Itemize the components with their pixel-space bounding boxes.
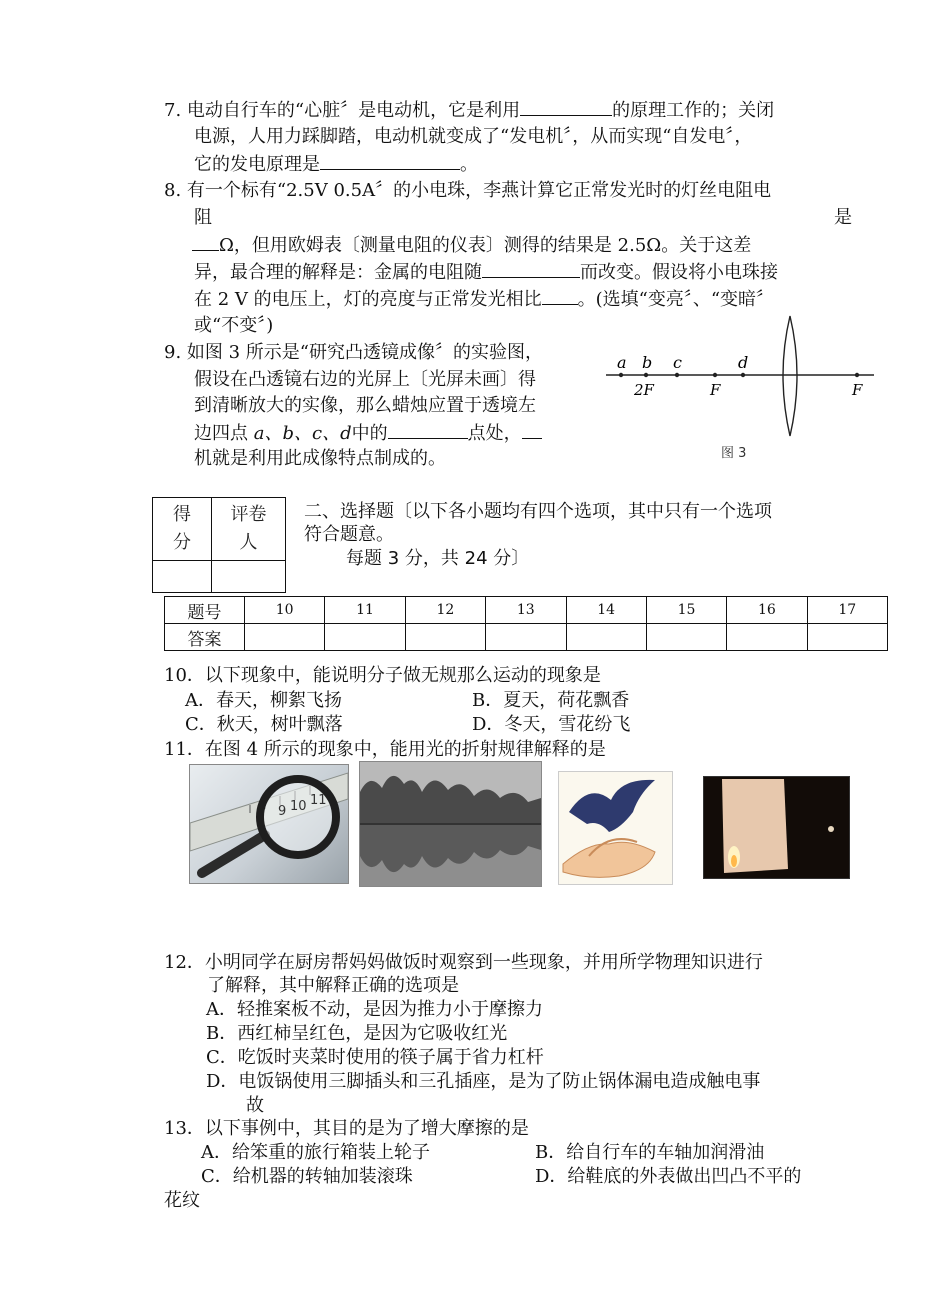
answer-cell-10[interactable] xyxy=(245,624,325,651)
q8-blank-3[interactable] xyxy=(542,286,578,305)
q8-line5: 在 2 V 的电压上，灯的亮度与正常发光相比 。(选填“变亮〞、“变暗〞 xyxy=(194,286,774,313)
q8-line4: 异，最合理的解释是：金属的电阻随 而改变。假设将小电珠接 xyxy=(194,259,778,286)
q8-blank-1[interactable] xyxy=(192,232,219,251)
q12-option-d[interactable]: D．电饭锅使用三脚插头和三孔插座，是为了防止锅体漏电造成触电事 xyxy=(206,1071,761,1092)
q13-option-d-cont: 花纹 xyxy=(164,1190,200,1211)
q12-option-d-cont: 故 xyxy=(246,1095,264,1116)
q10-option-c[interactable]: C．秋天，树叶飘落 xyxy=(185,714,343,735)
section2-title-line3: 每题 3 分，共 24 分〕 xyxy=(346,548,530,569)
answer-cell-16[interactable] xyxy=(727,624,807,651)
magnifier-icon xyxy=(190,765,348,883)
q7-blank-1[interactable] xyxy=(520,97,612,116)
q8-line1: 8. 有一个标有“2.5V 0.5A〞的小电珠，李燕计算它正常发光时的灯丝电阻电 xyxy=(164,180,772,201)
q12-option-b[interactable]: B．西红柿呈红色，是因为它吸收红光 xyxy=(206,1023,508,1044)
point-c xyxy=(675,373,679,377)
answer-cell-17[interactable] xyxy=(807,624,887,651)
mountain-reflection-photo[interactable] xyxy=(359,761,542,887)
q9-line3: 到清晰放大的实像，那么蜡烛应置于透境左 xyxy=(194,395,536,416)
q7-line1: 7. 电动自行车的“心脏〞是电动机，它是利用 的原理工作的；关闭 xyxy=(164,97,774,124)
q11-stem: 11．在图 4 所示的现象中，能用光的折射规律解释的是 xyxy=(164,739,606,760)
point-a xyxy=(619,373,623,377)
label-d: d xyxy=(738,353,749,372)
q8-blank-2[interactable] xyxy=(482,259,580,278)
answer-cell-14[interactable] xyxy=(566,624,646,651)
q9-line4: 边四点 a、b、c、d中的 点处， xyxy=(194,420,542,447)
score-cell[interactable] xyxy=(153,561,212,593)
answer-table xyxy=(164,596,888,651)
q10-option-b[interactable]: B．夏天，荷花飘香 xyxy=(472,690,630,711)
q7-line3: 它的发电原理是 。 xyxy=(194,151,478,178)
q10-stem: 10．以下现象中，能说明分子做无规那么运动的现象是 xyxy=(164,665,601,686)
q13-stem: 13．以下事例中，其目的是为了增大摩擦的是 xyxy=(164,1118,529,1139)
q9-line1: 9. 如图 3 所示是“研究凸透镜成像〞的实验图， xyxy=(164,342,543,363)
q7-line2: 电源，人用力踩脚踏，电动机就变成了“发电机〞，从而实现“自发电〞， xyxy=(194,126,753,147)
q10-option-d[interactable]: D．冬天，雪花纷飞 xyxy=(472,714,631,735)
label-a: a xyxy=(617,353,627,372)
qnum-11: 11 xyxy=(325,597,405,624)
q8-line2a: 阻 xyxy=(194,207,212,228)
label-2f: 2F xyxy=(634,381,654,399)
point-f-right xyxy=(855,373,859,377)
q12-option-c[interactable]: C．吃饭时夹菜时使用的筷子属于省力杠杆 xyxy=(206,1047,544,1068)
point-f-left xyxy=(713,373,717,377)
label-b: b xyxy=(642,353,653,372)
q9-line5: 机就是利用此成像特点制成的。 xyxy=(194,448,446,469)
qnum-17: 17 xyxy=(807,597,887,624)
q9-blank-1[interactable] xyxy=(388,420,468,439)
q13-option-c[interactable]: C．给机器的转轴加装滚珠 xyxy=(201,1166,413,1187)
point-b xyxy=(644,373,648,377)
answer-cell-12[interactable] xyxy=(405,624,485,651)
q13-option-b[interactable]: B．给自行车的车轴加润滑油 xyxy=(535,1142,765,1163)
label-c: c xyxy=(673,353,682,372)
grader-cell[interactable] xyxy=(212,561,286,593)
mountain-reflection-icon xyxy=(360,762,541,886)
score-box xyxy=(152,497,286,593)
point-d xyxy=(741,373,745,377)
answer-table-answer-row xyxy=(165,624,888,651)
grader-label: 评卷人 xyxy=(212,498,286,561)
qnum-12: 12 xyxy=(405,597,485,624)
q10-option-a[interactable]: A．春天，柳絮飞扬 xyxy=(185,690,342,711)
q8-line2b: 是 xyxy=(834,207,852,228)
q9-line2: 假设在凸透镜右边的光屏上〔光屏未画〕得 xyxy=(194,369,536,390)
q9-blank-2[interactable] xyxy=(522,420,542,439)
section2-title-line2: 符合题意。 xyxy=(304,524,394,545)
hand-shadow-bird-icon xyxy=(559,772,672,884)
figure3-lens-diagram xyxy=(600,312,880,472)
svg-text:10: 10 xyxy=(290,799,307,814)
candle-flame-icon xyxy=(704,777,849,878)
magnifier-ruler-photo[interactable] xyxy=(189,764,349,884)
label-f-right: F xyxy=(852,381,863,399)
section2-title-line1: 二、选择题〔以下各小题均有四个选项，其中只有一个选项 xyxy=(304,501,772,522)
label-f-left: F xyxy=(710,381,721,399)
qnum-15: 15 xyxy=(646,597,726,624)
q12-line2: 了解释，其中解释正确的选项是 xyxy=(207,975,459,996)
score-label: 得分 xyxy=(153,498,212,561)
figure3-caption: 图 3 xyxy=(721,446,747,461)
svg-text:11: 11 xyxy=(310,793,327,808)
q13-option-a[interactable]: A．给笨重的旅行箱装上轮子 xyxy=(201,1142,430,1163)
qnum-16: 16 xyxy=(727,597,807,624)
qnum-10: 10 xyxy=(245,597,325,624)
q12-line1: 12．小明同学在厨房帮妈妈做饭时观察到一些现象，并用所学物理知识进行 xyxy=(164,952,763,973)
q13-option-d[interactable]: D．给鞋底的外表做出凹凸不平的 xyxy=(535,1166,802,1187)
answer-cell-15[interactable] xyxy=(646,624,726,651)
qnum-14: 14 xyxy=(566,597,646,624)
convex-lens-icon xyxy=(783,316,797,436)
answer-table-number-row xyxy=(165,597,888,624)
answer-cell-11[interactable] xyxy=(325,624,405,651)
hand-shadow-photo[interactable] xyxy=(558,771,673,885)
question-number-label: 题号 xyxy=(165,597,245,624)
q7-blank-2[interactable] xyxy=(320,151,460,170)
q8-line6: 或“不变〞) xyxy=(194,315,274,336)
svg-text:9: 9 xyxy=(278,804,287,819)
answer-cell-13[interactable] xyxy=(486,624,566,651)
q8-line3: Ω，但用欧姆表〔测量电阻的仪表〕测得的结果是 2.5Ω。关于这差 xyxy=(192,232,751,259)
qnum-13: 13 xyxy=(486,597,566,624)
answer-label: 答案 xyxy=(165,624,245,651)
candle-pinhole-photo[interactable] xyxy=(703,776,850,879)
q12-option-a[interactable]: A．轻推案板不动，是因为推力小于摩擦力 xyxy=(206,999,543,1020)
